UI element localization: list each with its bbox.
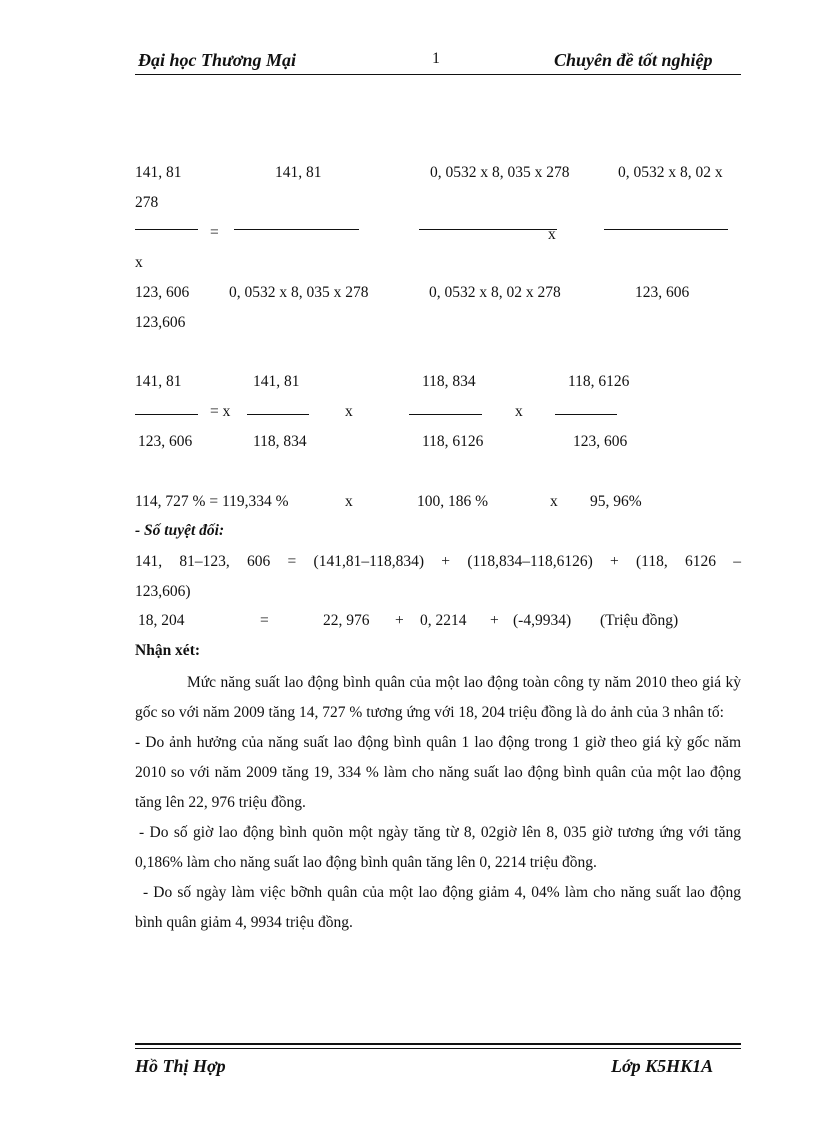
eq1-equals: = [210,224,219,241]
eq1-den-2: 0, 0532 x 8, 035 x 278 [229,284,369,301]
eq1-times-wrap: x [135,254,143,271]
absolute-line-2: 123,606) [135,583,191,600]
eq1-num-wrap: 278 [135,194,159,211]
eq1-num-3: 0, 0532 x 8, 035 x 278 [430,164,570,181]
result-total: 18, 204 [138,612,185,629]
eq2-bar-4 [555,414,617,415]
remark-paragraph-4: - Do số ngày làm việc bỡnh quân của một lao động giảm 4, 04% làm cho năng suất lao động bình quân giảm 4, 9934 triệu đồng. [135,884,741,931]
remarks-heading: Nhận xét: [135,642,201,659]
eq1-num-1: 141, 81 [135,164,182,181]
page-number: 1 [432,50,440,67]
eq2-den-4: 123, 606 [573,433,628,450]
eq2-bar-3 [409,414,482,415]
eq2-num-3: 118, 834 [422,373,476,390]
eq1-den-1: 123, 606 [135,284,190,301]
eq2-den-1: 123, 606 [138,433,193,450]
eq2-num-1: 141, 81 [135,373,182,390]
percent-times-2: x [550,493,558,510]
absolute-heading: - Số tuyệt đối: [135,522,225,539]
result-equals: = [260,612,269,629]
remarks-body [135,668,741,938]
result-plus-1: + [395,612,404,629]
eq1-den-wrap: 123,606 [135,314,186,331]
eq2-num-2: 141, 81 [253,373,300,390]
result-factor-b: 0, 2214 [420,612,467,629]
eq2-times-2: x [515,403,523,420]
eq2-bar-1 [135,414,198,415]
percent-total: 114, 727 % = 119,334 % [135,493,289,510]
eq2-equals-times: = x [210,403,231,420]
header-left: Đại học Thương Mại [138,50,296,70]
eq1-den-3: 0, 0532 x 8, 02 x 278 [429,284,561,301]
eq1-bar-4 [604,229,728,230]
eq2-den-3: 118, 6126 [422,433,484,450]
percent-times-1: x [345,493,353,510]
footer-rule-bottom [135,1048,741,1049]
result-factor-c: (-4,9934) [513,612,572,629]
remark-paragraph-3: - Do số giờ lao động bình quõn một ngày tăng từ 8, 02giờ lên 8, 035 giờ tương ứng với tăng 0,186% làm cho năng suất lao động bình quân tăng lên 0, 2214 triệu đồng. [135,824,741,871]
absolute-line-1: 141, 81–123, 606 = (141,81–118,834) + (118,834–118,6126) + (118, 6126 – [135,553,741,570]
percent-hours: 100, 186 % [417,493,489,510]
result-factor-a: 22, 976 [323,612,370,629]
eq2-times-1: x [345,403,353,420]
footer-rule-top [135,1043,741,1045]
percent-days: 95, 96% [590,493,642,510]
footer-right: Lớp K5HK1A [611,1056,714,1076]
result-plus-2: + [490,612,499,629]
eq1-bar-1 [135,229,198,230]
eq2-bar-2 [247,414,309,415]
result-unit: (Triệu đồng) [600,612,679,629]
eq1-times: x [548,226,556,243]
eq1-bar-2 [234,229,359,230]
remark-paragraph-2: - Do ảnh hưởng của năng suất lao động bình quân 1 lao động trong 1 giờ theo giá kỳ gốc năm 2010 so với năm 2009 tăng 19, 334 % làm cho năng suất lao động bình quân của một lao động tăng lên 22, 976 triệu đồng. [135,734,741,811]
eq1-num-2: 141, 81 [275,164,322,181]
header-rule [135,74,741,75]
eq1-den-4: 123, 606 [635,284,690,301]
eq1-bar-3 [419,229,557,230]
remark-paragraph-1: Mức năng suất lao động bình quân của một lao động toàn công ty năm 2010 theo giá kỳ gốc so với năm 2009 tăng 14, 727 % tương ứng với 18, 204 triệu đồng là do ảnh của 3 nhân tố: [135,674,741,721]
eq1-num-4: 0, 0532 x 8, 02 x [618,164,723,181]
eq2-num-4: 118, 6126 [568,373,630,390]
footer-left: Hồ Thị Hợp [135,1056,226,1076]
eq2-den-2: 118, 834 [253,433,307,450]
header-right: Chuyên đề tốt nghiệp [554,50,713,70]
